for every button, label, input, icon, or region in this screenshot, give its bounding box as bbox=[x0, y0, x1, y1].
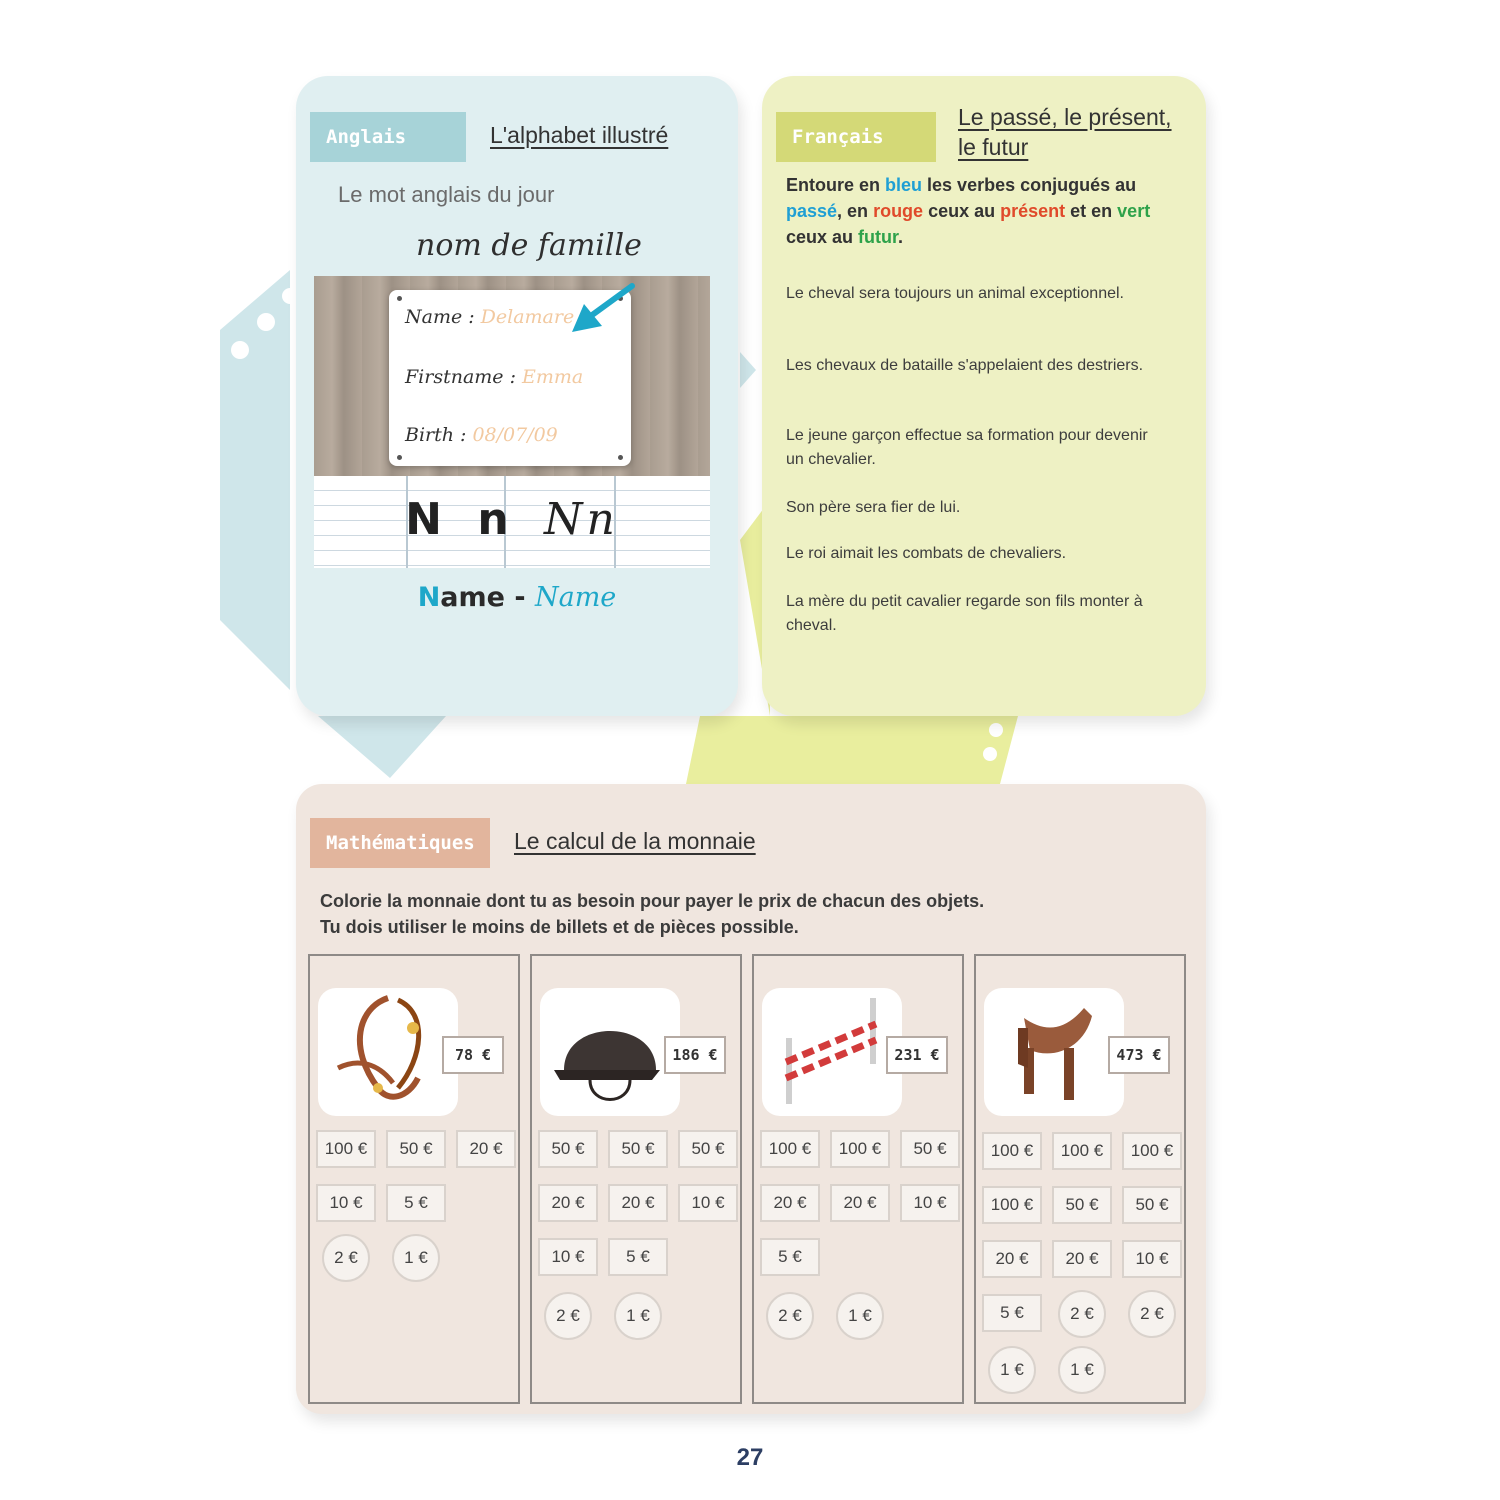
item-picture bbox=[540, 988, 680, 1116]
english-card bbox=[296, 76, 738, 716]
english-word bbox=[296, 582, 738, 613]
letter-cursive-upper: N bbox=[543, 494, 587, 545]
money-bill[interactable]: 20 € bbox=[760, 1184, 820, 1222]
instr-text: les verbes conjugués au bbox=[922, 175, 1137, 195]
money-bill[interactable]: 20 € bbox=[982, 1240, 1042, 1278]
french-card bbox=[762, 76, 1206, 716]
word-cursive: Name bbox=[534, 582, 617, 613]
letter-upper: N bbox=[405, 494, 452, 545]
money-bill[interactable]: 10 € bbox=[538, 1238, 598, 1276]
saddle-icon bbox=[984, 988, 1124, 1116]
money-bill[interactable]: 50 € bbox=[900, 1130, 960, 1168]
money-bill[interactable]: 10 € bbox=[900, 1184, 960, 1222]
math-instruction bbox=[320, 888, 1140, 940]
money-bill[interactable]: 50 € bbox=[1052, 1186, 1112, 1224]
instr-blue: bleu bbox=[885, 175, 923, 195]
price-label: 186 € bbox=[664, 1036, 726, 1074]
item-column-bridle bbox=[308, 954, 520, 1404]
word-of-day-french: nom de famille bbox=[416, 228, 642, 263]
money-coin[interactable]: 2 € bbox=[1058, 1290, 1106, 1338]
money-bill[interactable]: 100 € bbox=[1052, 1132, 1112, 1170]
sign-value-birth: 08/07/09 bbox=[472, 424, 558, 446]
money-bill[interactable]: 100 € bbox=[830, 1130, 890, 1168]
instr-red: rouge bbox=[873, 201, 924, 221]
item-picture bbox=[762, 988, 902, 1116]
subject-tag-english: Anglais bbox=[310, 112, 466, 162]
arrow-icon bbox=[562, 282, 642, 342]
instr-text: Entoure en bbox=[786, 175, 886, 195]
money-coin[interactable]: 2 € bbox=[766, 1292, 814, 1340]
instr-futur: futur bbox=[858, 227, 899, 247]
sentence-1[interactable]: Le cheval sera toujours un animal exceptionnel. bbox=[786, 285, 1124, 302]
page-number: 27 bbox=[736, 1444, 764, 1471]
sentence-3[interactable]: Le jeune garçon effectue sa formation pour devenir un chevalier. bbox=[786, 427, 1148, 468]
subject-tag-math: Mathématiques bbox=[310, 818, 490, 868]
money-bill[interactable]: 20 € bbox=[830, 1184, 890, 1222]
instr-text: ceux au bbox=[923, 201, 1001, 221]
french-title: Le passé, le présent, le futur bbox=[958, 104, 1172, 160]
english-subtitle: Le mot anglais du jour bbox=[338, 182, 555, 207]
instr-text: ceux au bbox=[786, 227, 859, 247]
math-instruction-line-1: Colorie la monnaie dont tu as besoin pour payer le prix de chacun des objets. bbox=[320, 891, 985, 911]
price-label: 473 € bbox=[1108, 1036, 1170, 1074]
money-bill[interactable]: 50 € bbox=[386, 1130, 446, 1168]
sign-value-firstname: Emma bbox=[522, 366, 584, 388]
money-bill[interactable]: 5 € bbox=[982, 1294, 1042, 1332]
french-instruction bbox=[786, 172, 1186, 250]
item-column-obstacle bbox=[752, 954, 964, 1404]
word-first-letter: N bbox=[417, 582, 441, 613]
math-instruction-line-2: Tu dois utiliser le moins de billets et de pièces possible. bbox=[320, 917, 799, 937]
sign-label-birth: Birth : bbox=[405, 424, 467, 446]
instr-text: , en bbox=[837, 201, 874, 221]
money-coin[interactable]: 2 € bbox=[544, 1292, 592, 1340]
money-coin[interactable]: 1 € bbox=[614, 1292, 662, 1340]
money-bill[interactable]: 100 € bbox=[1122, 1132, 1182, 1170]
money-bill[interactable]: 50 € bbox=[1122, 1186, 1182, 1224]
money-bill[interactable]: 100 € bbox=[982, 1186, 1042, 1224]
money-bill[interactable]: 50 € bbox=[608, 1130, 668, 1168]
sentence-5[interactable]: Le roi aimait les combats de chevaliers. bbox=[786, 545, 1067, 562]
money-coin[interactable]: 1 € bbox=[988, 1346, 1036, 1394]
sign-value-name: Delamare bbox=[480, 306, 575, 328]
subject-tag-french: Français bbox=[776, 112, 936, 162]
money-bill[interactable]: 10 € bbox=[1122, 1240, 1182, 1278]
money-bill[interactable]: 20 € bbox=[538, 1184, 598, 1222]
item-column-helmet bbox=[530, 954, 742, 1404]
english-title: L'alphabet illustré bbox=[490, 122, 669, 148]
money-bill[interactable]: 50 € bbox=[538, 1130, 598, 1168]
price-label: 78 € bbox=[442, 1036, 504, 1074]
money-bill[interactable]: 100 € bbox=[982, 1132, 1042, 1170]
math-card bbox=[296, 784, 1206, 1414]
sign-row-birth bbox=[405, 424, 558, 446]
money-bill[interactable]: 5 € bbox=[608, 1238, 668, 1276]
bridle-icon bbox=[318, 988, 458, 1116]
math-title: Le calcul de la monnaie bbox=[514, 828, 756, 854]
item-picture bbox=[318, 988, 458, 1116]
money-bill[interactable]: 50 € bbox=[678, 1130, 738, 1168]
handwriting-lines bbox=[314, 476, 710, 568]
sentence-4[interactable]: Son père sera fier de lui. bbox=[786, 499, 961, 516]
instr-green: vert bbox=[1117, 201, 1151, 221]
price-label: 231 € bbox=[886, 1036, 948, 1074]
instr-passe: passé bbox=[786, 201, 838, 221]
money-bill[interactable]: 10 € bbox=[678, 1184, 738, 1222]
money-coin[interactable]: 2 € bbox=[322, 1234, 370, 1282]
sign-row-name bbox=[405, 306, 574, 328]
jump-obstacle-icon bbox=[762, 988, 902, 1116]
money-bill[interactable]: 5 € bbox=[760, 1238, 820, 1276]
letter-lower: n bbox=[477, 494, 519, 545]
money-coin[interactable]: 2 € bbox=[1128, 1290, 1176, 1338]
money-bill[interactable]: 5 € bbox=[386, 1184, 446, 1222]
money-bill[interactable]: 20 € bbox=[1052, 1240, 1112, 1278]
money-bill[interactable]: 100 € bbox=[760, 1130, 820, 1168]
sentence-6[interactable]: La mère du petit cavalier regarde son fils monter à cheval. bbox=[786, 593, 1143, 634]
money-bill[interactable]: 20 € bbox=[456, 1130, 516, 1168]
money-bill[interactable]: 100 € bbox=[316, 1130, 376, 1168]
sign-row-firstname bbox=[405, 366, 583, 388]
money-bill[interactable]: 10 € bbox=[316, 1184, 376, 1222]
instr-text: et en bbox=[1065, 201, 1118, 221]
riding-helmet-icon bbox=[540, 988, 680, 1116]
name-sign-photo bbox=[314, 276, 710, 476]
instr-text: . bbox=[898, 227, 904, 247]
sentence-2[interactable]: Les chevaux de bataille s'appelaient des destriers. bbox=[786, 357, 1144, 374]
instr-present: présent bbox=[1000, 201, 1066, 221]
money-coin[interactable]: 1 € bbox=[1058, 1346, 1106, 1394]
money-coin[interactable]: 1 € bbox=[392, 1234, 440, 1282]
letter-n-display bbox=[314, 494, 710, 545]
item-picture bbox=[984, 988, 1124, 1116]
sign-label-firstname: Firstname : bbox=[405, 366, 516, 388]
word-separator: - bbox=[504, 582, 535, 613]
letter-cursive-lower: n bbox=[586, 494, 619, 545]
word-rest: ame bbox=[440, 582, 505, 613]
item-column-saddle bbox=[974, 954, 1186, 1404]
money-coin[interactable]: 1 € bbox=[836, 1292, 884, 1340]
sign-label-name: Name : bbox=[405, 306, 475, 328]
money-bill[interactable]: 20 € bbox=[608, 1184, 668, 1222]
